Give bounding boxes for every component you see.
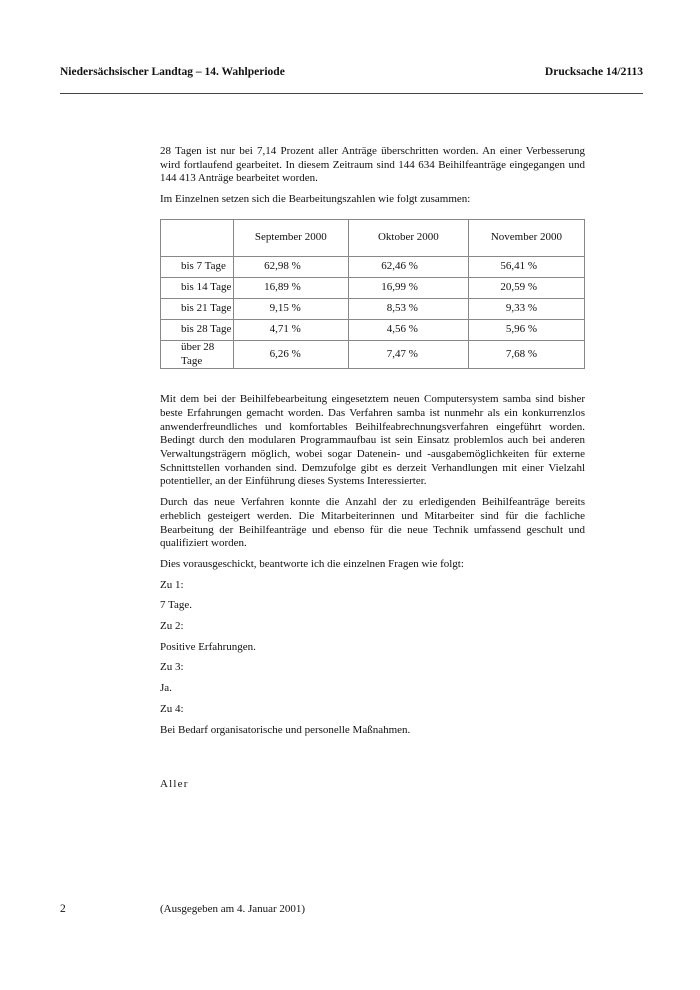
table-row (161, 277, 585, 298)
cell-november: 9,33 % (468, 298, 584, 319)
signature: Aller (160, 778, 189, 791)
cell-september: 9,15 % (233, 298, 348, 319)
table-header-oktober: Oktober 2000 (348, 219, 468, 256)
cell-november: 56,41 % (468, 256, 584, 277)
table-intro: Im Einzelnen setzen sich die Bearbeitungszahlen wie folgt zusammen: (160, 193, 471, 206)
question-1: Zu 1: (160, 578, 184, 591)
table-row (161, 256, 585, 277)
answer-4: Bei Bedarf organisatorische und personelle Maßnahmen. (160, 723, 411, 736)
answer-1: 7 Tage. (160, 599, 193, 612)
cell-oktober: 4,56 % (348, 319, 468, 340)
cell-november: 5,96 % (468, 319, 584, 340)
cell-oktober: 62,46 % (348, 256, 468, 277)
answers-intro: Dies vorausgeschickt, beantworte ich die einzelnen Fragen wie folgt: (160, 557, 464, 570)
row-label: bis 28 Tage (161, 319, 234, 340)
row-label: bis 7 Tage (161, 256, 234, 277)
question-3: Zu 3: (160, 661, 184, 674)
issue-date: (Ausgegeben am 4. Januar 2001) (160, 903, 306, 915)
cell-september: 4,71 % (233, 319, 348, 340)
table-header-november: November 2000 (468, 219, 584, 256)
page-number: 2 (60, 903, 66, 915)
row-label: über 28 Tage (161, 340, 234, 368)
header-rule (60, 93, 643, 94)
table-header-empty (161, 219, 234, 256)
intro-paragraph: 28 Tagen ist nur bei 7,14 Prozent aller Anträge überschritten worden. An einer Verbesserung wird fortlaufend gearbeitet. In diesem Zeitraum sind 144 634 Beihilfeanträge eingegangen und 144 413 Anträge bearbeitet worden. (160, 145, 585, 185)
cell-oktober: 8,53 % (348, 298, 468, 319)
cell-november: 7,68 % (468, 340, 584, 368)
samba-paragraph: Mit dem bei der Beihilfebearbeitung eingesetztem neuen Computersystem samba sind bisher beste Erfahrungen gemacht worden. Das Verfahren samba ist nunmehr als ein konkurrenzlos anwenderfreundliches und komfortables Beihilfeabrechnungsverfahren eingeführt worden. Bedingt durch den modularen Programmaufbau ist sein Einsatz problemlos auch bei anderen Verwaltungsträgern möglich, wobei sogar Datenein- und -ausgabemöglichkeiten für externe Schnittstellen vorhanden sind. Demzufolge gibt es derzeit Verhandlungen mit einer Vielzahl potentieller, an der Einführung dieses Systems Interessierter. (160, 393, 585, 488)
row-label: bis 21 Tage (161, 298, 234, 319)
answer-3: Ja. (160, 682, 172, 695)
document-body (160, 145, 585, 792)
cell-september: 6,26 % (233, 340, 348, 368)
question-2: Zu 2: (160, 620, 184, 633)
header-parliament: Niedersächsischer Landtag – 14. Wahlperiode (60, 66, 285, 78)
page-header (60, 66, 643, 82)
question-4: Zu 4: (160, 702, 184, 715)
table-row (161, 298, 585, 319)
cell-oktober: 7,47 % (348, 340, 468, 368)
table-row (161, 319, 585, 340)
cell-september: 62,98 % (233, 256, 348, 277)
row-label: bis 14 Tage (161, 277, 234, 298)
answer-2: Positive Erfahrungen. (160, 640, 256, 653)
processing-stats-table (160, 219, 585, 369)
cell-oktober: 16,99 % (348, 277, 468, 298)
cell-november: 20,59 % (468, 277, 584, 298)
table-row (161, 340, 585, 368)
table-header-september: September 2000 (233, 219, 348, 256)
staff-paragraph: Durch das neue Verfahren konnte die Anzahl der zu erledigenden Beihilfeanträge bereits erheblich gesteigert werden. Die Mitarbeiterinnen und Mitarbeiter sind für die fachliche Bearbeitung der Beihilfeanträge und ebenso für die neue Technik umfassend geschult und qualifiziert worden. (160, 496, 585, 550)
table-header-row (161, 219, 585, 256)
header-document-number: Drucksache 14/2113 (544, 66, 643, 78)
cell-september: 16,89 % (233, 277, 348, 298)
